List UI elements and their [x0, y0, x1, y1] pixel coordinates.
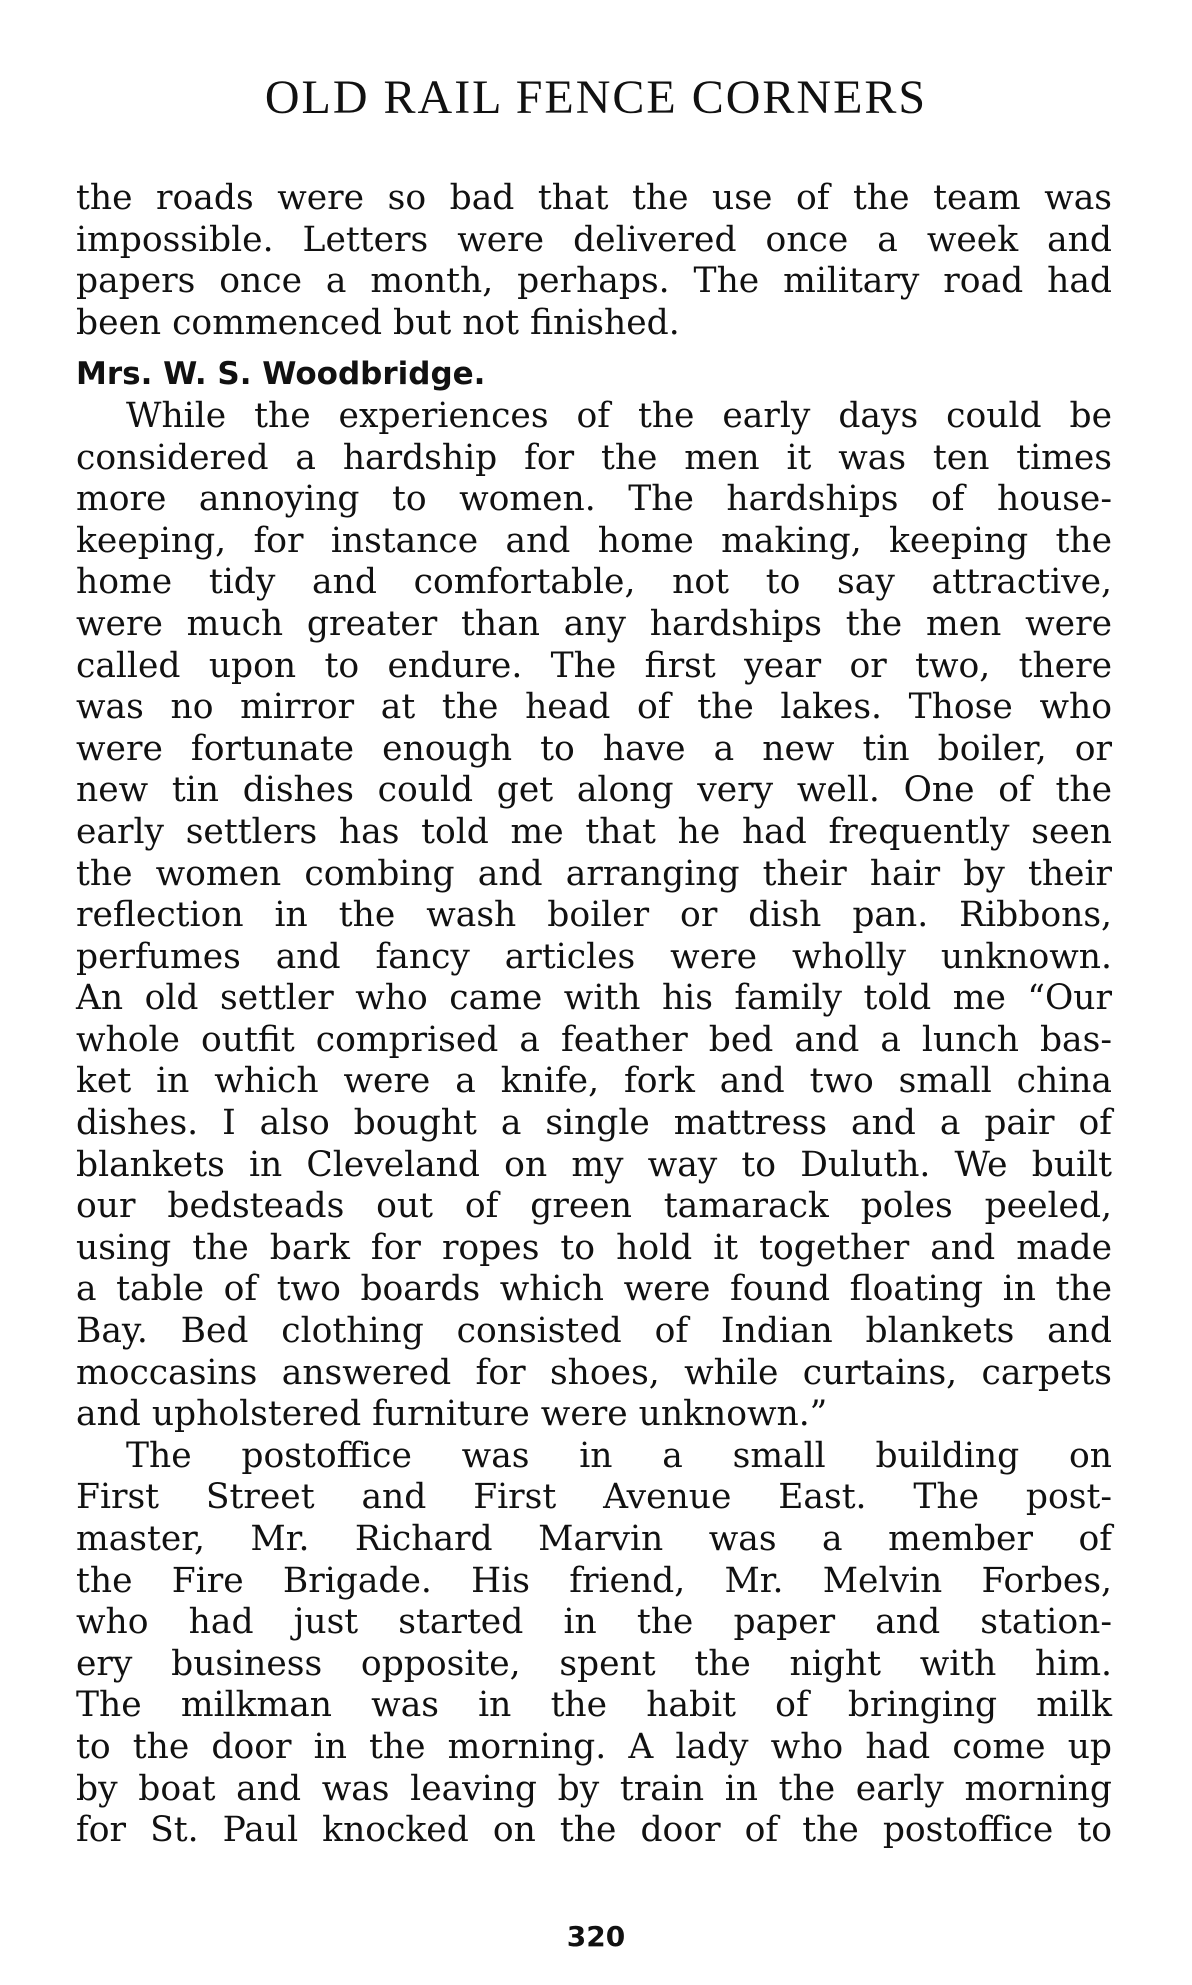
text-line: whole outfit comprised a feather bed and a lunch bas- — [76, 1019, 1112, 1060]
text-line: perfumes and fancy articles were wholly unknown. — [76, 936, 1112, 977]
text-line: our bedsteads out of green tamarack poles peeled, — [76, 1186, 1112, 1227]
text-line: Bay. Bed clothing consisted of Indian blankets and — [76, 1311, 1112, 1352]
running-title: OLD RAIL FENCE CORNERS — [264, 71, 928, 124]
text-line: the roads were so bad that the use of the team was — [76, 178, 1112, 218]
body-text — [76, 178, 1112, 1852]
text-line: were much greater than any hardships the men were — [76, 603, 1112, 644]
continuation-paragraph — [76, 178, 1112, 344]
text-line: who had just started in the paper and station- — [76, 1602, 1112, 1643]
text-line: by boat and was leaving by train in the early morning — [76, 1768, 1112, 1809]
text-line: The postoffice was in a small building on — [126, 1435, 1112, 1476]
text-line: considered a hardship for the men it was ten times — [76, 437, 1112, 478]
text-line: blankets in Cleveland on my way to Duluth. We built — [76, 1144, 1112, 1185]
text-line: to the door in the morning. A lady who had come up — [76, 1726, 1112, 1767]
speaker-heading: Mrs. W. S. Woodbridge. — [76, 356, 486, 393]
paragraph — [76, 396, 1112, 1436]
text-line: ery business opposite, spent the night with him. — [76, 1643, 1112, 1684]
text-line: the Fire Brigade. His friend, Mr. Melvin Forbes, — [76, 1560, 1112, 1601]
page-number: 320 — [566, 1920, 626, 1953]
text-line: been commenced but not finished. — [76, 302, 680, 343]
text-line: moccasins answered for shoes, while curtains, carpets — [76, 1352, 1112, 1393]
text-line: and upholstered furniture were unknown.” — [76, 1394, 828, 1435]
text-line: First Street and First Avenue East. The post- — [76, 1477, 1112, 1518]
text-line: early settlers has told me that he had frequently seen — [76, 811, 1112, 852]
text-line: The milkman was in the habit of bringing milk — [76, 1685, 1112, 1726]
text-line: home tidy and comfortable, not to say attractive, — [76, 562, 1112, 603]
text-line: a table of two boards which were found floating in the — [76, 1269, 1112, 1310]
text-line: dishes. I also bought a single mattress and a pair of — [76, 1103, 1112, 1144]
text-line: using the bark for ropes to hold it together and made — [76, 1227, 1112, 1268]
text-line: more annoying to women. The hardships of house- — [76, 479, 1112, 520]
text-line: called upon to endure. The first year or two, there — [76, 645, 1112, 686]
text-line: ket in which were a knife, fork and two small china — [76, 1061, 1112, 1102]
text-line: While the experiences of the early days could be — [126, 395, 1112, 436]
text-line: impossible. Letters were delivered once a week and — [76, 219, 1112, 260]
text-line: for St. Paul knocked on the door of the postoffice to — [76, 1810, 1112, 1851]
text-line: master, Mr. Richard Marvin was a member of — [76, 1519, 1112, 1559]
text-line: papers once a month, perhaps. The military road had — [76, 261, 1112, 302]
text-line: reflection in the wash boiler or dish pan. Ribbons, — [76, 895, 1112, 936]
text-line: keeping, for instance and home making, keeping the — [76, 520, 1112, 561]
text-line: An old settler who came with his family told me “Our — [76, 978, 1112, 1019]
text-line: new tin dishes could get along very well. One of the — [76, 770, 1112, 811]
text-line: were fortunate enough to have a new tin boiler, or — [76, 728, 1112, 769]
text-line: was no mirror at the head of the lakes. Those who — [76, 687, 1112, 728]
text-line: the women combing and arranging their hair by their — [76, 853, 1112, 894]
paragraph — [76, 1436, 1112, 1852]
